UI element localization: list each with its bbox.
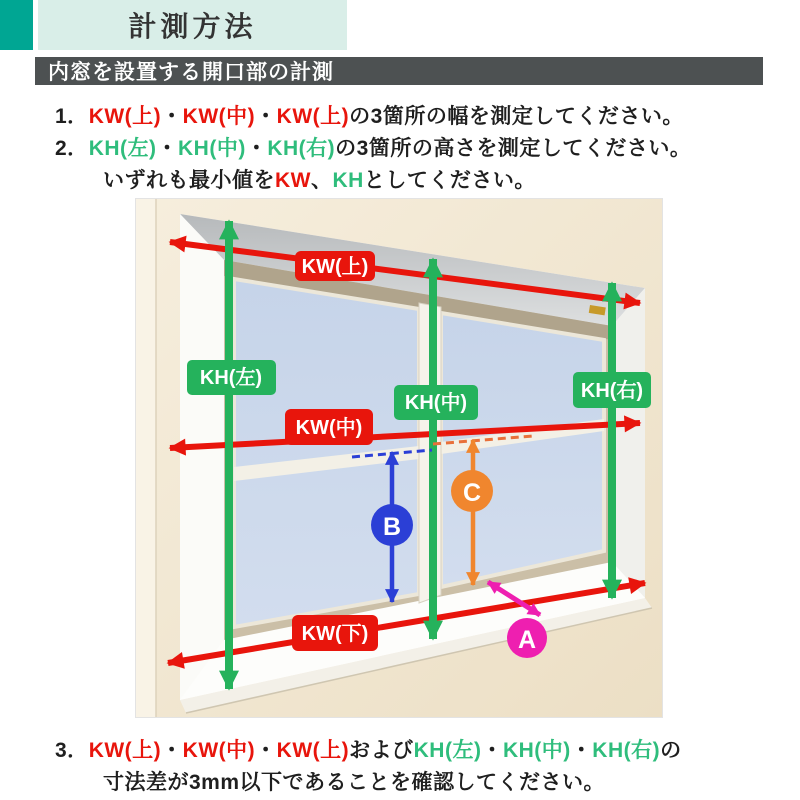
text-segment: KH(中) <box>178 137 246 160</box>
kh-right-label: KH(右) <box>580 380 644 402</box>
kh-center-label: KH(中) <box>404 392 468 414</box>
text-segment: KW(上) <box>88 739 162 762</box>
window-figure <box>136 199 662 717</box>
text-segment: 2． <box>55 137 89 160</box>
text-segment: KW(上) <box>276 105 350 128</box>
text-segment: KW(上) <box>276 739 350 762</box>
kw-bottom-label: KW(下) <box>301 623 369 645</box>
kw-top-label: KW(上) <box>301 256 369 278</box>
kh-left-label: KH(左) <box>199 367 263 389</box>
header-title-banner <box>38 0 347 50</box>
text-segment: KH(中) <box>502 739 571 762</box>
instruction-step-2 <box>55 132 691 162</box>
text-segment: 3． <box>55 739 89 762</box>
text-segment: 1． <box>55 105 89 128</box>
instruction-step-2-continued <box>103 164 536 194</box>
point-a-letter: A <box>517 626 537 654</box>
left-reveal <box>180 214 224 700</box>
point-b-letter: B <box>382 513 402 541</box>
text-segment: 寸法差が3mm以下であることを確認してください。 <box>103 771 606 794</box>
text-segment: KW(上) <box>88 105 162 128</box>
text-segment: ・ <box>481 739 503 762</box>
room-scene <box>136 199 662 717</box>
section-banner <box>35 57 763 85</box>
text-segment: ・ <box>570 739 593 762</box>
text-segment: の3箇所の幅を測定してください。 <box>349 105 684 128</box>
text-segment: ・ <box>161 739 183 762</box>
instruction-step-3 <box>55 734 682 764</box>
wall-left-plane <box>136 199 156 717</box>
right-reveal <box>612 288 645 598</box>
text-segment: KH(右) <box>592 739 661 762</box>
text-segment: KH(右) <box>267 137 336 160</box>
text-segment: いずれも最小値を <box>103 169 275 192</box>
text-segment: KW(中) <box>182 739 256 762</box>
text-segment: ・ <box>245 137 268 160</box>
text-segment: KH(左) <box>413 739 482 762</box>
text-segment: の <box>660 739 682 762</box>
header-accent-square <box>0 0 33 50</box>
instruction-step-1 <box>55 100 684 130</box>
instruction-step-3-continued <box>103 766 605 796</box>
text-segment: 、 <box>311 169 333 192</box>
text-segment: ・ <box>156 137 179 160</box>
text-segment: および <box>349 739 414 762</box>
text-segment: ・ <box>255 739 277 762</box>
point-c-letter: C <box>462 479 482 507</box>
section-title: 内窓を設置する開口部の計測 <box>48 61 334 84</box>
kw-middle-label: KW(中) <box>295 417 363 439</box>
text-segment: KW <box>275 169 311 192</box>
text-segment: ・ <box>255 105 277 128</box>
window-measurement-photo <box>136 199 662 717</box>
text-segment: ・ <box>161 105 183 128</box>
text-segment: KW(中) <box>182 105 256 128</box>
text-segment: の3箇所の高さを測定してください。 <box>335 137 692 160</box>
page-title: 計測方法 <box>128 11 257 42</box>
text-segment: としてください。 <box>363 169 536 192</box>
text-segment: KH <box>332 169 364 192</box>
text-segment: KH(左) <box>88 137 157 160</box>
